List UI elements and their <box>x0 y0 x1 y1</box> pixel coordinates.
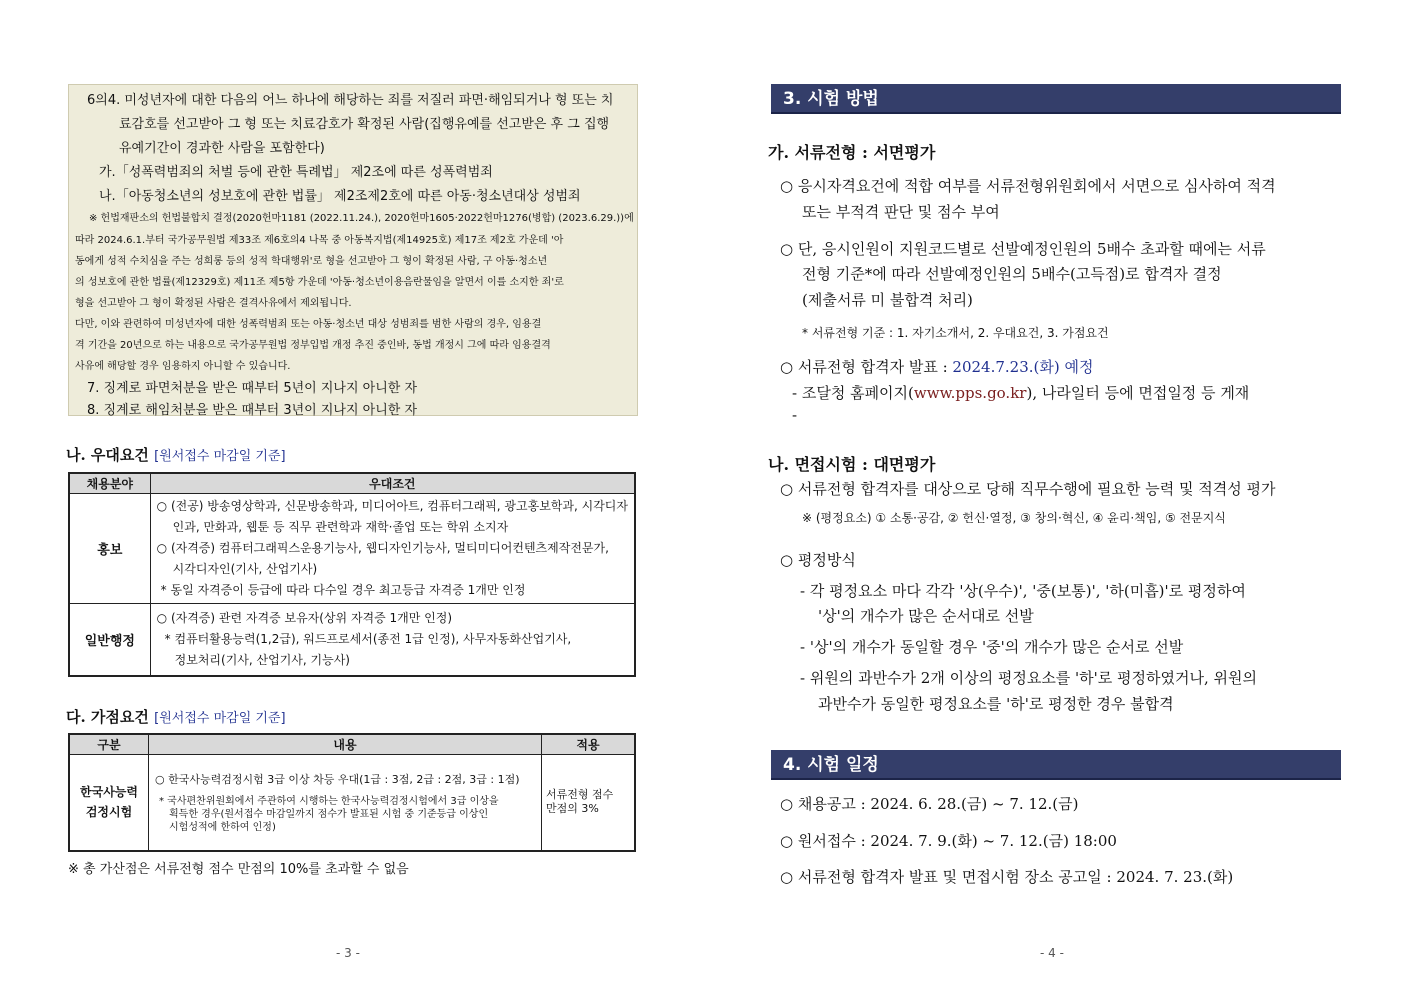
quote-line: 7. 징계로 파면처분을 받은 때부터 5년이 지나지 아니한 자 <box>87 381 418 396</box>
cell-line: * 컴퓨터활용능력(1,2급), 워드프로세서(종전 1급 인정), 사무자동화산업기사, <box>164 631 572 646</box>
section-preference-heading <box>66 444 286 465</box>
cell-line: * 국사편찬위원회에서 주관하여 시행하는 한국사능력검정시험에서 3급 이상을 <box>159 795 499 807</box>
cell-line: 시험성적에 한하여 인정) <box>169 821 276 833</box>
bullet-line: (제출서류 미 불합격 처리) <box>802 291 973 309</box>
table-row <box>69 604 635 676</box>
table-header: 채용분야 <box>69 473 150 494</box>
sub-bullet-line <box>792 382 1249 403</box>
cell-line: ○ (자격증) 컴퓨터그래픽스운용기능사, 웹디자인기능사, 멀티미디어컨텐츠제작전문가, <box>156 541 609 555</box>
table-header: 내용 <box>149 734 542 755</box>
text: ), 나라일터 등에 면접일정 등 게재 <box>1026 384 1250 402</box>
table-row <box>69 755 635 851</box>
bullet-line: ○ 평정방식 <box>780 551 856 569</box>
table-cell-field: 홍보 <box>69 494 150 604</box>
note-line: * 서류전형 기준 : 1. 자기소개서, 2. 우대요건, 3. 가점요건 <box>802 326 1109 340</box>
quote-line: 유예기간이 경과한 사람을 포함한다) <box>119 141 325 156</box>
quote-line: 가.「성폭력범죄의 처벌 등에 관한 특례법」 제2조에 따른 성폭력범죄 <box>99 165 493 180</box>
table-header: 구분 <box>69 734 149 755</box>
quote-note-line: 형을 선고받아 그 형이 확정된 사람은 결격사유에서 제외됩니다. <box>75 298 352 309</box>
cell-line: 검정시험 <box>85 805 133 820</box>
section-bar-exam-method: 3. 시험 방법 <box>771 84 1341 114</box>
quote-line: 나.「아동청소년의 성보호에 관한 법률」 제2조제2호에 따른 아동·청소년대상 성범죄 <box>99 189 581 204</box>
section-bonus-heading <box>66 706 286 727</box>
cell-line: ○ (전공) 방송영상학과, 신문방송학과, 미디어아트, 컴퓨터그래픽, 광고홍보학과, 시각디자 <box>156 499 628 513</box>
preference-table <box>68 472 636 677</box>
sub-bullet-line: - 위원의 과반수가 2개 이상의 평정요소를 '하'로 평정하였거나, 위원의 <box>800 669 1258 687</box>
section-note: [원서접수 마감일 기준] <box>154 711 286 726</box>
table-row <box>69 494 635 604</box>
quote-line: 료감호를 선고받아 그 형 또는 치료감호가 확정된 사람(집행유예를 선고받은 후 그 집행 <box>119 117 610 132</box>
note-line: ※ (평정요소) ① 소통·공감, ② 헌신·열정, ③ 창의·혁신, ④ 윤리·책임, ⑤ 전문지식 <box>802 511 1226 525</box>
bonus-footnote: ※ 총 가산점은 서류전형 점수 만점의 10%를 초과할 수 없음 <box>68 862 409 877</box>
section-bar-exam-schedule: 4. 시험 일정 <box>771 750 1341 780</box>
section-title: 나. 우대요건 <box>66 446 149 464</box>
quote-note-line: 동에게 성적 수치심을 주는 성희롱 등의 성적 학대행위'로 형을 선고받아 그 형이 확정된 사람, 구 아동·청소년 <box>75 256 548 267</box>
disqualification-quote-box <box>68 84 638 416</box>
schedule-line: ○ 채용공고 : 2024. 6. 28.(금) ~ 7. 12.(금) <box>780 795 1079 813</box>
quote-note-line: 따라 2024.6.1.부터 국가공무원법 제33조 제6호의4 나목 중 아동복지법(제14925호) 제17조 제2호 가운데 '아 <box>75 235 564 246</box>
subsection-title: 가. 서류전형 : 서면평가 <box>768 143 936 162</box>
bullet-line <box>780 356 1093 377</box>
page-number: - 3 - <box>336 946 360 960</box>
quote-line: 8. 징계로 해임처분을 받은 때부터 3년이 지나지 아니한 자 <box>87 403 418 418</box>
bullet-line: 전형 기준*에 따라 선발예정인원의 5배수(고득점)로 합격자 결정 <box>802 265 1222 283</box>
quote-note-line: 사유에 해당할 경우 임용하지 아니할 수 있습니다. <box>75 361 291 372</box>
bullet-line: ○ 서류전형 합격자를 대상으로 당해 직무수행에 필요한 능력 및 적격성 평가 <box>780 480 1276 498</box>
bullet-line: ○ 단, 응시인원이 지원코드별로 선발예정인원의 5배수 초과할 때에는 서류 <box>780 240 1266 258</box>
cell-line: 인과, 만화과, 웹툰 등 직무 관련학과 재학·졸업 또는 학위 소지자 <box>172 520 509 534</box>
announce-date: 2024.7.23.(화) 예정 <box>952 358 1094 376</box>
sub-bullet-line: 과반수가 동일한 평정요소를 '하'로 평정한 경우 불합격 <box>818 695 1174 713</box>
quote-note-line: 격 기간을 20년으로 하는 내용으로 국가공무원법 정부입법 개정 추진 중인바, 동법 개정시 그에 따라 임용결격 <box>75 340 551 351</box>
subsection-title: 나. 면접시험 : 대면평가 <box>768 455 936 474</box>
sub-bullet-line: - 각 평정요소 마다 각각 '상(우수)', '중(보통)', '하(미흡)'로 평정하여 <box>800 582 1246 600</box>
table-cell-field: 일반행정 <box>69 604 150 676</box>
cell-line: 한국사능력 <box>80 785 138 800</box>
quote-line: 6의4. 미성년자에 대한 다음의 어느 하나에 해당하는 죄를 저질러 파면·해임되거나 형 또는 치 <box>87 93 614 108</box>
table-header: 우대조건 <box>150 473 635 494</box>
quote-note-line: 의 성보호에 관한 법률(제12329호) 제11조 제5항 가운데 '아동·청소년이용음란물임을 알면서 이를 소지한 죄'로 <box>75 277 564 288</box>
cell-line: ○ 한국사능력검정시험 3급 이상 차등 우대(1급 : 3점, 2급 : 2점, 3급 : 1점) <box>155 772 520 786</box>
cell-line: 만점의 3% <box>546 802 599 816</box>
page-number: - 4 - <box>1040 946 1064 960</box>
cell-line: 시각디자인(기사, 산업기사) <box>172 562 318 576</box>
quote-note-line: ※ 헌법재판소의 헌법불합치 결정(2020헌마1181 (2022.11.24.), 2020헌마1605·2022헌마1276(병합) (2023.6.29.))에 <box>89 213 634 224</box>
bullet-label: ○ 서류전형 합격자 발표 : <box>780 358 953 376</box>
cell-line: ○ (자격증) 관련 자격증 보유자(상위 자격증 1개만 인정) <box>156 610 453 625</box>
cell-line: * 동일 자격증이 등급에 따라 다수일 경우 최고등급 자격증 1개만 인정 <box>160 583 526 597</box>
bonus-table <box>68 733 636 852</box>
cell-line: 서류전형 점수 <box>546 788 614 802</box>
sub-bullet-line: - '상'의 개수가 동일할 경우 '중'의 개수가 많은 순서로 선발 <box>800 638 1184 656</box>
cell-line: 정보처리(기사, 산업기사, 기능사) <box>174 652 350 667</box>
website-link[interactable]: www.pps.go.kr <box>913 384 1027 402</box>
cell-line: 획득한 경우(원서접수 마감일까지 점수가 발표된 시험 중 기준등급 이상인 <box>169 808 489 820</box>
quote-note-line: 다만, 이와 관련하여 미성년자에 대한 성폭력범죄 또는 아동·청소년 대상 성범죄를 범한 사람의 경우, 임용결 <box>75 319 542 330</box>
section-note: [원서접수 마감일 기준] <box>154 449 286 464</box>
section-title: 다. 가점요건 <box>66 708 149 726</box>
sub-bullet-line: '상'의 개수가 많은 순서대로 선발 <box>818 607 1034 625</box>
table-header: 적용 <box>542 734 636 755</box>
sub-bullet-line: - <box>792 406 798 424</box>
schedule-line: ○ 서류전형 합격자 발표 및 면접시험 장소 공고일 : 2024. 7. 23.(화) <box>780 868 1234 886</box>
bullet-line: 또는 부적격 판단 및 점수 부여 <box>802 203 1000 221</box>
text: - 조달청 홈페이지( <box>792 384 914 402</box>
bullet-line: ○ 응시자격요건에 적합 여부를 서류전형위원회에서 서면으로 심사하여 적격 <box>780 177 1276 195</box>
schedule-line: ○ 원서접수 : 2024. 7. 9.(화) ~ 7. 12.(금) 18:00 <box>780 832 1117 850</box>
